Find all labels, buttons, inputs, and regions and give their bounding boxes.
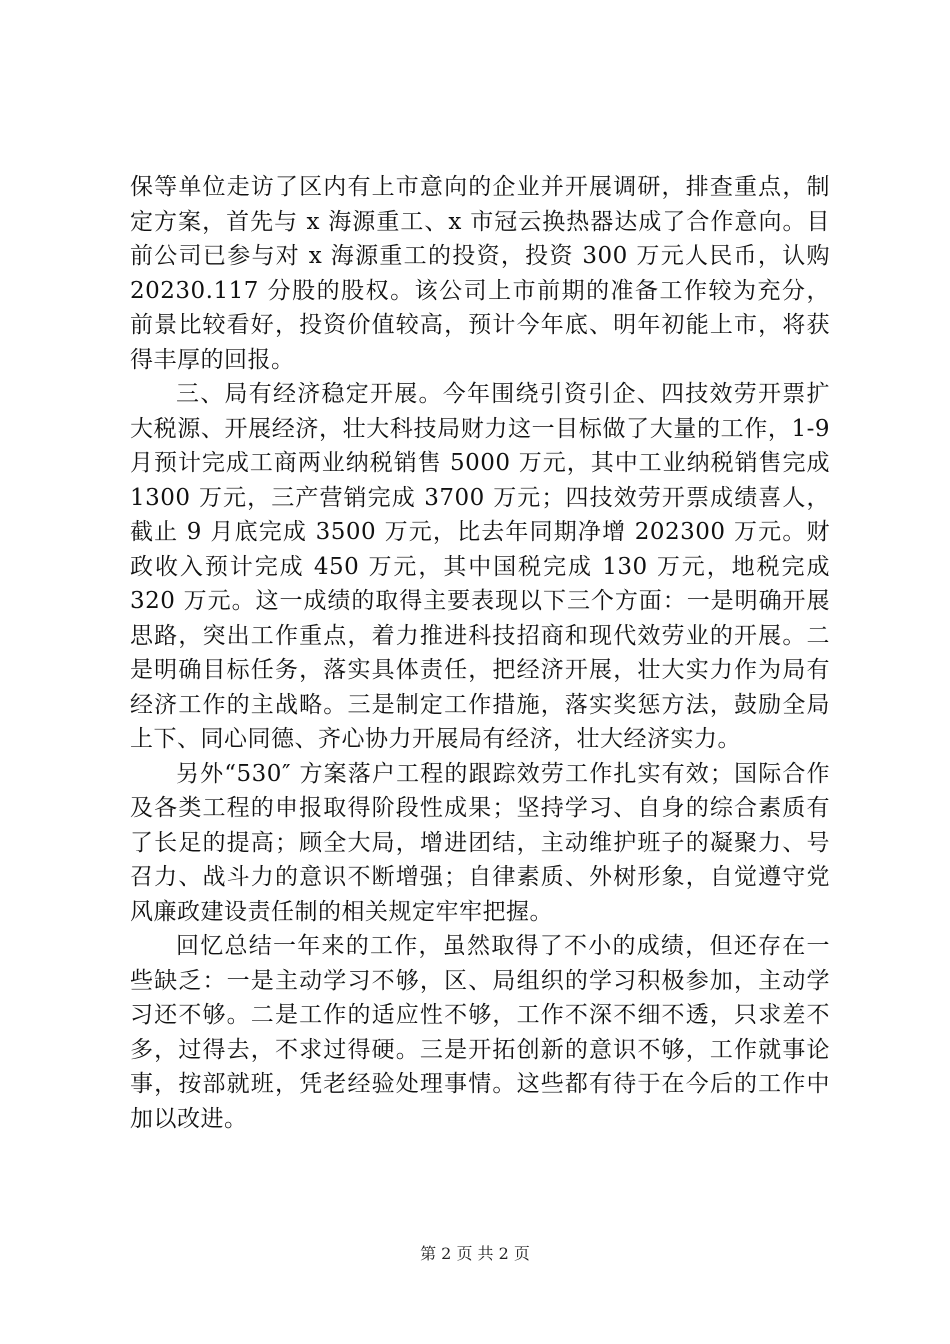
paragraph-continuation: 保等单位走访了区内有上市意向的企业并开展调研，排查重点，制定方案，首先与 x 海源重工、x 市冠云换热器达成了合作意向。目前公司已参与对 x 海源重工的投资，投资 300 万元人民币，认购 20230.117 分股的股权。该公司上市前期的准备工作较为充分，前景比较看好，投资价值较高，预计今年底、明年初能上市，将获得丰厚的回报。 [130, 174, 830, 373]
page-footer: 第 2 页 共 2 页 [420, 1244, 530, 1263]
document-body [130, 170, 830, 1136]
paragraph-other-work: 另外“530″ 方案落户工程的跟踪效劳工作扎实有效；国际合作及各类工程的申报取得阶段性成果；坚持学习、自身的综合素质有了长足的提高；顾全大局，增进团结，主动维护班子的凝聚力、号召力、战斗力的意识不断增强；自律素质、外树形象，自觉遵守党风廉政建设责任制的相关规定牢牢把握。 [130, 760, 830, 925]
paragraph-economy: 三、局有经济稳定开展。今年围绕引资引企、四技效劳开票扩大税源、开展经济，壮大科技局财力这一目标做了大量的工作，1-9 月预计完成工商两业纳税销售 5000 万元，其中工业纳税销售完成 1300 万元，三产营销完成 3700 万元；四技效劳开票成绩喜人，截止 9 月底完成 3500 万元，比去年同期净增 202300 万元。财政收入预计完成 450 万元，其中国税完成 130 万元，地税完成 320 万元。这一成绩的取得主要表现以下三个方面：一是明确开展思路，突出工作重点，着力推进科技招商和现代效劳业的开展。二是明确目标任务，落实具体责任，把经济开展，壮大实力作为局有经济工作的主战略。三是制定工作措施，落实奖惩方法，鼓励全局上下、同心同德、齐心协力开展局有经济，壮大经济实力。 [130, 381, 830, 752]
paragraph-shortcomings: 回忆总结一年来的工作，虽然取得了不小的成绩，但还存在一些缺乏：一是主动学习不够，区、局组织的学习积极参加，主动学习还不够。二是工作的适应性不够，工作不深不细不透，只求差不多，过得去，不求过得硬。三是开拓创新的意识不够，工作就事论事，按部就班，凭老经验处理事情。这些都有待于在今后的工作中加以改进。 [130, 933, 830, 1132]
